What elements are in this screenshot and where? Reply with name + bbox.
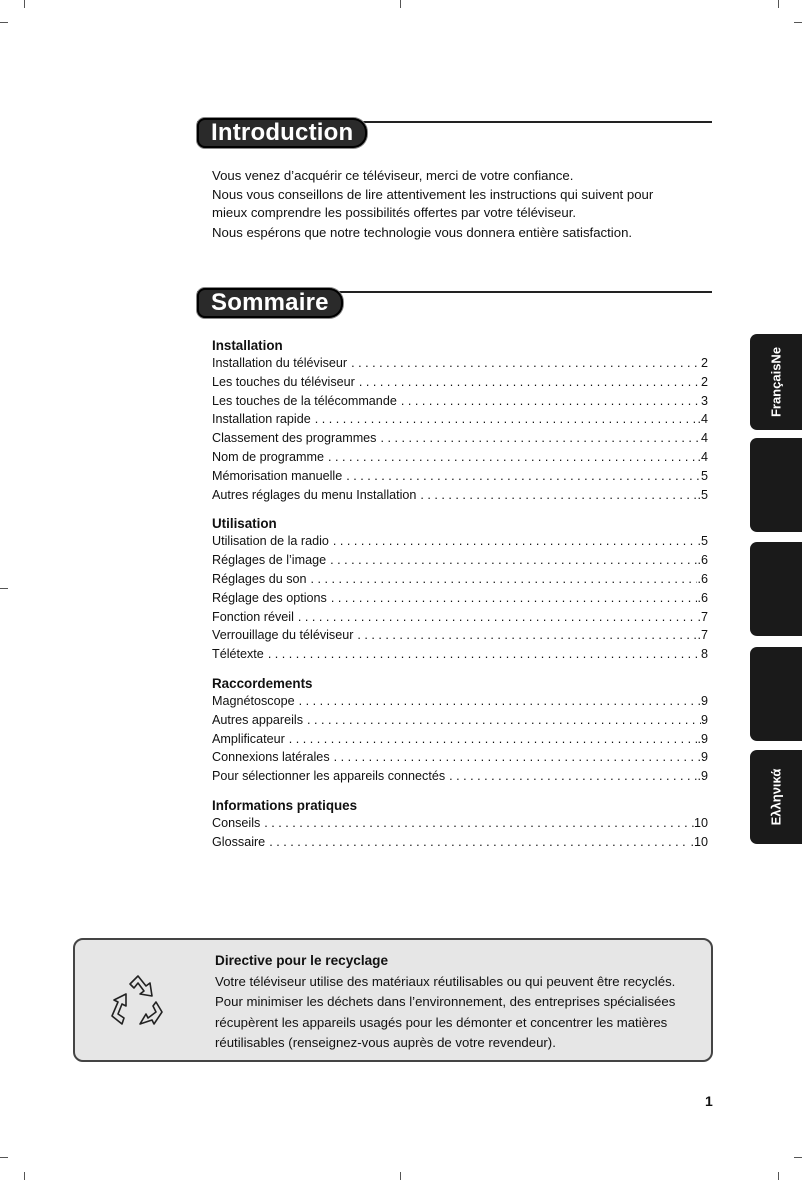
recycle-icon	[108, 972, 168, 1032]
recycling-line: récupèrent les appareils usagés pour les démonter et concentrer les matières	[215, 1014, 668, 1030]
toc-group	[212, 797, 708, 852]
toc-entry-page: 10	[693, 815, 708, 830]
crop-mark	[794, 22, 802, 23]
toc-entry-label: Glossaire	[212, 834, 266, 849]
sommaire-title: Sommaire	[197, 288, 343, 318]
introduction-heading	[197, 118, 712, 150]
toc-entry-label: Réglages du son	[212, 571, 307, 586]
toc-entry[interactable]	[212, 486, 708, 505]
intro-line: Vous venez d’acquérir ce téléviseur, merci de votre confiance.	[212, 168, 574, 183]
intro-line: mieux comprendre les possibilités offertes par votre téléviseur.	[212, 205, 577, 220]
toc-entry[interactable]	[212, 467, 708, 486]
intro-line: Nous espérons que notre technologie vous donnera entière satisfaction.	[212, 224, 633, 240]
toc-entry-label: Conseils	[212, 815, 261, 830]
introduction-text	[212, 167, 712, 242]
toc-entry-page: .5	[697, 487, 708, 502]
toc-entry-page: .4	[697, 449, 708, 464]
toc-leader-dots	[397, 392, 701, 411]
toc-entry-label: Autres appareils	[212, 712, 304, 727]
page-number: 1	[705, 1093, 713, 1109]
toc-leader-dots	[265, 833, 690, 852]
crop-mark	[400, 1172, 401, 1180]
toc-entry-label: Pour sélectionner les appareils connectés	[212, 769, 446, 784]
language-tab[interactable]	[750, 647, 802, 741]
toc-entry[interactable]	[212, 814, 708, 833]
crop-mark	[24, 0, 25, 8]
toc-entry-label: Installation du téléviseur	[212, 356, 348, 370]
toc-entry-page: 9	[700, 750, 708, 765]
language-tab[interactable]	[750, 542, 802, 636]
toc-entry-page: 3	[700, 393, 708, 408]
toc-entry[interactable]	[212, 748, 708, 767]
crop-mark	[794, 1157, 802, 1158]
toc-entry-page: .6	[697, 590, 708, 605]
toc-entry-label: Utilisation de la radio	[212, 534, 329, 549]
toc-leader-dots	[376, 429, 701, 448]
toc-entry[interactable]	[212, 645, 708, 664]
intro-line: Nous vous conseillons de lire attentivement les instructions qui suivent pour	[212, 186, 654, 202]
crop-mark	[778, 1172, 779, 1180]
toc-entry-page: 8	[700, 647, 708, 662]
recycling-line: Votre téléviseur utilise des matériaux réutilisables ou qui peuvent être recyclés.	[215, 973, 676, 989]
recycling-notice-text	[215, 951, 709, 1054]
toc-entry[interactable]	[212, 448, 708, 467]
toc-entry-label: Magnétoscope	[212, 693, 295, 708]
toc-entry[interactable]	[212, 711, 708, 730]
toc-entry[interactable]	[212, 767, 708, 786]
toc-entry[interactable]	[212, 354, 708, 373]
toc-entry-label: Verrouillage du téléviseur	[212, 628, 354, 643]
table-of-contents	[212, 337, 708, 863]
toc-entry-page: .7	[697, 609, 708, 624]
toc-leader-dots	[260, 814, 694, 833]
toc-entry-label: Réglages de l’image	[212, 553, 327, 568]
toc-entry[interactable]	[212, 410, 708, 429]
crop-mark	[778, 0, 779, 8]
crop-mark	[0, 22, 8, 23]
toc-leader-dots	[324, 448, 697, 467]
toc-leader-dots	[355, 373, 701, 392]
toc-leader-dots	[295, 692, 701, 711]
toc-group-title: Installation	[212, 338, 283, 353]
language-tab-greek[interactable]	[750, 750, 802, 844]
toc-leader-dots	[347, 354, 701, 373]
toc-leader-dots	[330, 748, 701, 767]
toc-entry-label: Classement des programmes	[212, 431, 377, 446]
toc-entry-page: .9	[697, 731, 708, 746]
toc-entry-page: .4	[697, 412, 708, 427]
toc-entry[interactable]	[212, 570, 708, 589]
toc-leader-dots	[326, 551, 697, 570]
toc-leader-dots	[445, 767, 697, 786]
toc-group	[212, 515, 708, 664]
toc-entry-label: Réglage des options	[212, 590, 327, 605]
toc-entry-label: Amplificateur	[212, 731, 285, 746]
toc-entry[interactable]	[212, 608, 708, 627]
toc-entry-page: .7	[697, 628, 708, 643]
crop-mark	[24, 1172, 25, 1180]
toc-entry-label: Les touches de la télécommande	[212, 393, 397, 408]
toc-group-title: Raccordements	[212, 675, 313, 691]
toc-entry[interactable]	[212, 589, 708, 608]
toc-entry-page: 9	[700, 693, 708, 708]
toc-entry[interactable]	[212, 392, 708, 411]
toc-entry[interactable]	[212, 692, 708, 711]
language-tab[interactable]	[750, 438, 802, 532]
toc-entry[interactable]	[212, 551, 708, 570]
toc-entry-page: 5	[700, 468, 708, 483]
toc-leader-dots	[303, 711, 701, 730]
toc-entry-label: Connexions latérales	[212, 750, 330, 765]
language-tab-label: Ελληνικά	[768, 768, 784, 826]
toc-entry-label: Mémorisation manuelle	[212, 468, 343, 483]
recycling-line: réutilisables (renseignez-vous auprès de votre revendeur).	[215, 1035, 556, 1050]
toc-entry-page: .9	[697, 769, 708, 784]
toc-leader-dots	[294, 608, 698, 627]
language-tab-francais[interactable]	[750, 334, 802, 430]
toc-leader-dots	[327, 589, 698, 608]
toc-entry[interactable]	[212, 626, 708, 645]
toc-entry-label: Fonction réveil	[212, 609, 294, 624]
toc-entry[interactable]	[212, 373, 708, 392]
recycling-title: Directive pour le recyclage	[215, 953, 389, 968]
toc-entry-label: Les touches du téléviseur	[212, 374, 355, 389]
toc-leader-dots	[416, 486, 697, 505]
toc-entry-page: 2	[700, 356, 708, 370]
toc-leader-dots	[342, 467, 701, 486]
toc-group	[212, 337, 708, 504]
toc-entry-page: 4	[700, 431, 708, 446]
crop-mark	[400, 0, 401, 8]
toc-leader-dots	[264, 645, 701, 664]
language-tab-label: FrançaisNe	[768, 346, 784, 418]
toc-group-title: Informations pratiques	[212, 797, 358, 813]
toc-entry-page: .6	[697, 571, 708, 586]
toc-group-title: Utilisation	[212, 516, 277, 532]
recycling-line: Pour minimiser les déchets dans l’environnement, des entreprises spécialisées	[215, 994, 676, 1009]
toc-leader-dots	[285, 730, 698, 749]
toc-entry-label: Installation rapide	[212, 412, 311, 427]
toc-entry-page: 9	[700, 712, 708, 727]
toc-leader-dots	[307, 570, 698, 589]
toc-group	[212, 675, 708, 786]
toc-entry-page: .10	[690, 834, 708, 849]
introduction-title: Introduction	[197, 118, 367, 148]
toc-entry-label: Télétexte	[212, 647, 264, 662]
toc-entry-label: Nom de programme	[212, 449, 324, 464]
toc-entry[interactable]	[212, 429, 708, 448]
sommaire-heading	[197, 288, 712, 320]
toc-leader-dots	[353, 626, 697, 645]
toc-entry-page: .6	[697, 553, 708, 568]
toc-entry[interactable]	[212, 532, 708, 551]
toc-entry-page: .5	[697, 534, 708, 549]
toc-entry[interactable]	[212, 730, 708, 749]
toc-entry-label: Autres réglages du menu Installation	[212, 487, 417, 502]
toc-leader-dots	[329, 532, 698, 551]
toc-entry[interactable]	[212, 833, 708, 852]
toc-leader-dots	[311, 410, 698, 429]
toc-entry-page: 2	[700, 374, 708, 389]
crop-mark	[0, 588, 8, 589]
crop-mark	[0, 1157, 8, 1158]
